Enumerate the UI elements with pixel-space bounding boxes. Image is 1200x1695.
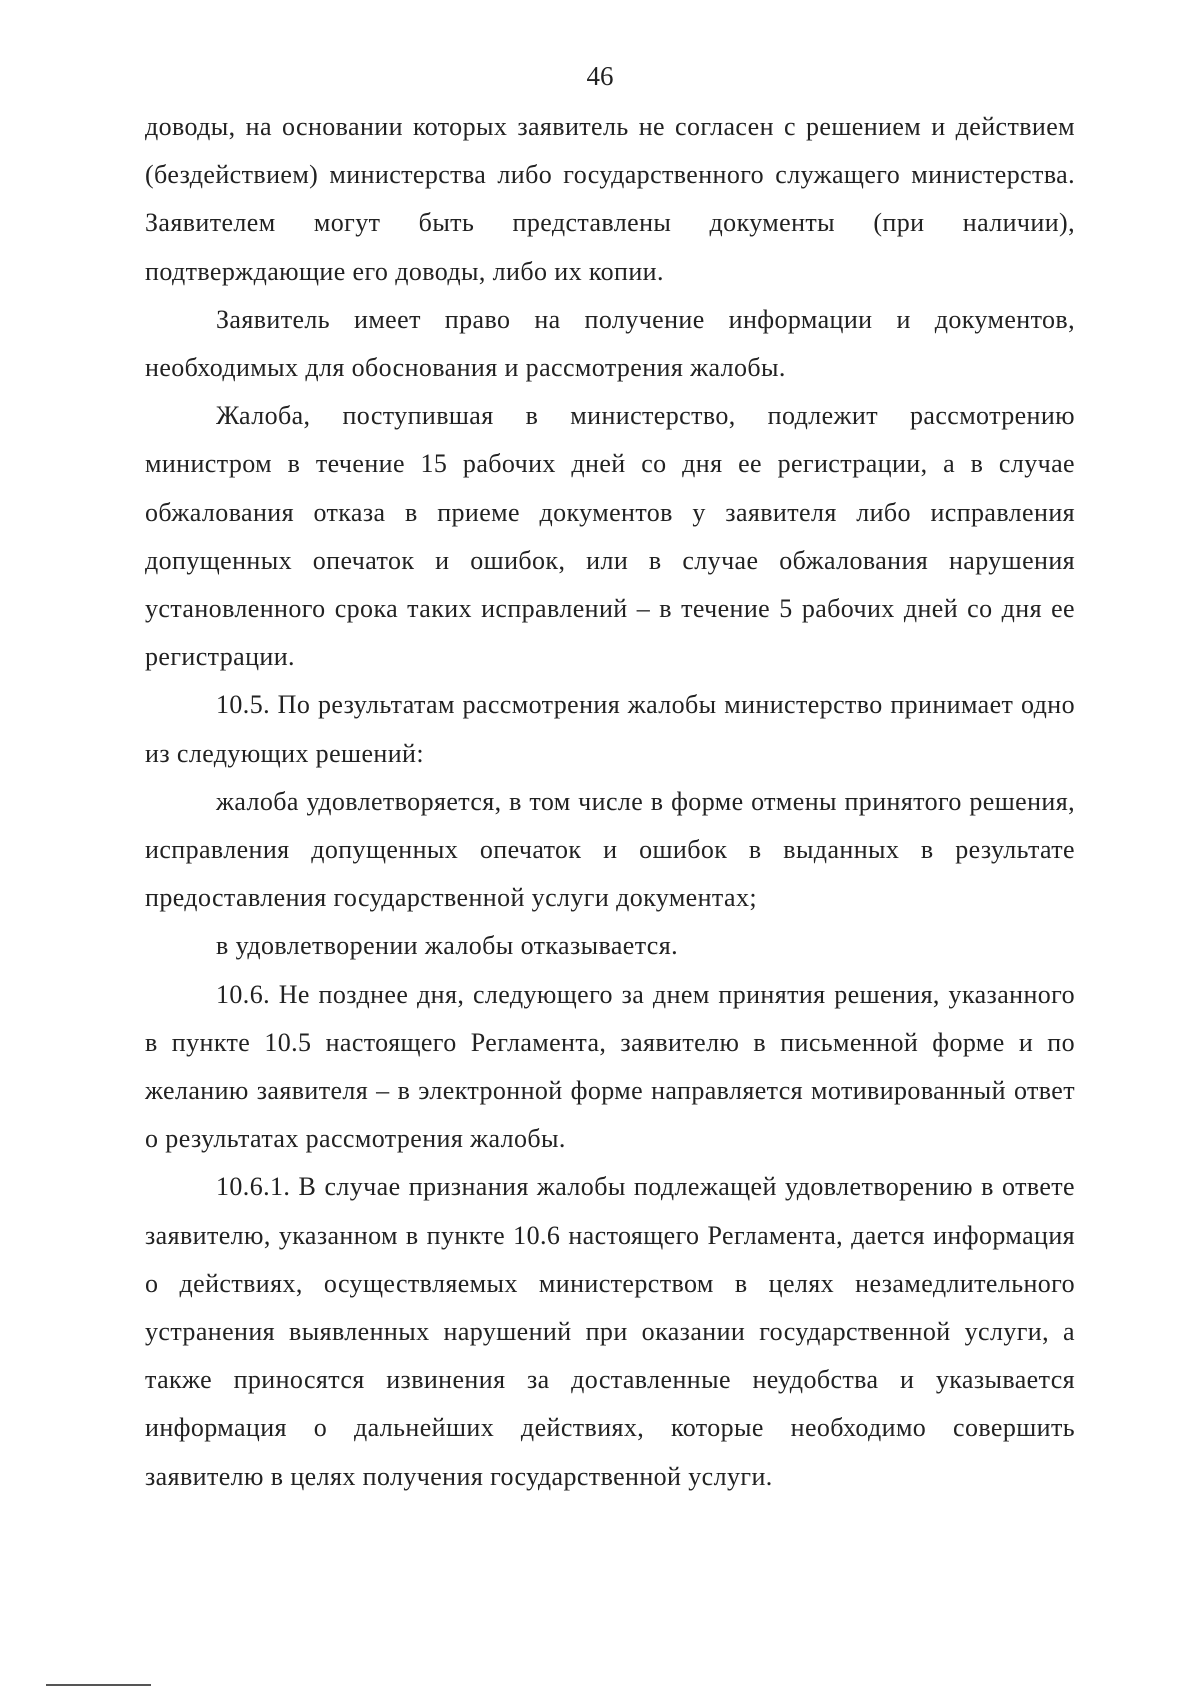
paragraph-10-6-1: 10.6.1. В случае признания жалобы подлежащей удовлетворению в ответе заявителю, указанном в пункте 10.6 настоящего Регламента, дается информация о действиях, осуществляемых министерством в целях незамедлительного устранения выявленных нарушений при оказании государственной услуги, а также приносятся извинения за доставленные неудобства и указывается информация о дальнейших действиях, которые необходимо совершить заявителю в целях получения государственной услуги.: [145, 1172, 1075, 1491]
paragraph-continuation: доводы, на основании которых заявитель не согласен с решением и действием (бездействием) министерства либо государственного служащего министерства. Заявителем могут быть представлены документы (при наличии), подтверждающие его доводы, либо их копии.: [145, 112, 1075, 286]
document-body: [145, 103, 1075, 1501]
paragraph-complaint-review-terms: Жалоба, поступившая в министерство, подлежит рассмотрению министром в течение 15 рабочих дней со дня ее регистрации, а в случае обжалования отказа в приеме документов у заявителя либо исправления допущенных опечаток и ошибок, или в случае обжалования нарушения установленного срока таких исправлений – в течение 5 рабочих дней со дня ее регистрации.: [145, 401, 1075, 672]
paragraph-10-6: 10.6. Не позднее дня, следующего за днем принятия решения, указанного в пункте 10.5 настоящего Регламента, заявителю в письменной форме и по желанию заявителя – в электронной форме направляется мотивированный ответ о результатах рассмотрения жалобы.: [145, 979, 1075, 1154]
paragraph-10-5: 10.5. По результатам рассмотрения жалобы министерство принимает одно из следующих решений:: [145, 690, 1075, 768]
footer-divider: [46, 1684, 151, 1686]
paragraph-decision-refused: в удовлетворении жалобы отказывается.: [216, 931, 678, 961]
paragraph-decision-satisfied: жалоба удовлетворяется, в том числе в форме отмены принятого решения, исправления допущенных опечаток и ошибок в выданных в результате предоставления государственной услуги документах;: [145, 786, 1075, 913]
page-number: 46: [586, 61, 614, 91]
paragraph-right-to-information: Заявитель имеет право на получение информации и документов, необходимых для обоснования и рассмотрения жалобы.: [145, 304, 1075, 383]
